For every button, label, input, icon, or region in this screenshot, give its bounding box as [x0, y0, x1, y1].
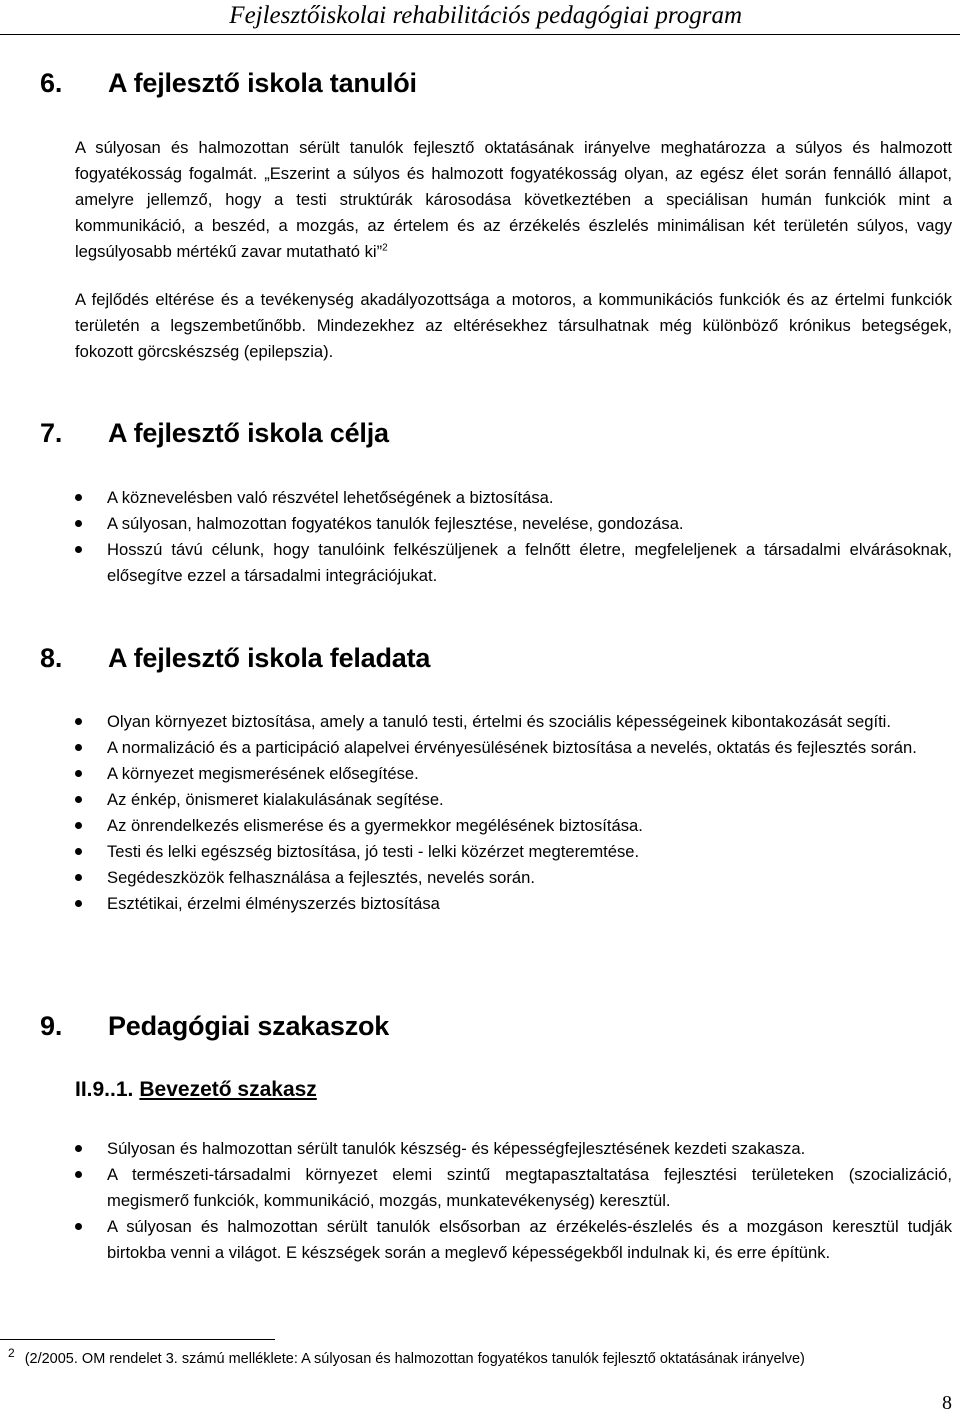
section-number: 8.	[40, 643, 63, 673]
list-item: Hosszú távú célunk, hogy tanulóink felkészüljenek a felnőtt életre, megfeleljenek a társadalmi elvárásoknak, elősegítve ezzel a társadalmi integrációjukat.	[75, 537, 952, 589]
list-item: Olyan környezet biztosítása, amely a tanuló testi, értelmi és szociális képességeinek kibontakozását segíti.	[75, 709, 952, 735]
list-item: A súlyosan és halmozottan sérült tanulók elsősorban az érzékelés-észlelés és a mozgáson keresztül tudják birtokba venni a világot. E készségek során a meglevő képességekből indulnak ki, és erre építünk.	[75, 1214, 952, 1266]
list-item: A természeti-társadalmi környezet elemi szintű megtapasztaltatása fejlesztési területeken (szocializáció, megismerő funkciók, kommunikáció, mozgás, munkatevékenység) keresztül.	[75, 1162, 952, 1214]
paragraph-text: A súlyosan és halmozottan sérült tanulók fejlesztő oktatásának irányelve meghatározza a súlyos és halmozott fogyatékosság fogalmát. „Eszerint a súlyos és halmozott fogyatékosság olyan, az egész élet során fennálló állapot, amelyre jellemző, hogy a testi struktúrák károsodása következtében a speciálisan humán funkciók mint a kommunikáció, a beszéd, a mozgás, az értelem és az érzékelés észlelés minimálisan két területén súlyos, vagy legsúlyosabb mértékű zavar mutatható ki”	[75, 138, 952, 261]
subsection-title: Bevezető szakasz	[139, 1078, 317, 1101]
section-9-heading	[40, 1011, 389, 1042]
section-title: A fejlesztő iskola tanulói	[108, 68, 417, 98]
list-item: A környezet megismerésének elősegítése.	[75, 761, 952, 787]
list-item: A normalizáció és a participáció alapelvei érvényesülésének biztosítása a nevelés, oktatás és fejlesztés során.	[75, 735, 952, 761]
section-6-heading	[40, 68, 417, 99]
section-7-heading	[40, 418, 389, 449]
section-7-list	[75, 485, 952, 589]
section-8-list	[75, 709, 952, 917]
section-6-paragraph-1	[75, 135, 952, 265]
list-item: Az énkép, önismeret kialakulásának segítése.	[75, 787, 952, 813]
section-title: Pedagógiai szakaszok	[108, 1011, 390, 1041]
section-title: A fejlesztő iskola feladata	[108, 643, 431, 673]
footnote-marker: 2	[8, 1346, 15, 1360]
section-9-list	[75, 1136, 952, 1266]
footnote-ref: 2	[382, 242, 388, 254]
list-item: A köznevelésben való részvétel lehetőségének a biztosítása.	[75, 485, 952, 511]
section-8-heading	[40, 643, 430, 674]
list-item: A súlyosan, halmozottan fogyatékos tanulók fejlesztése, nevelése, gondozása.	[75, 511, 952, 537]
section-number: 6.	[40, 68, 63, 98]
running-header-title: Fejlesztőiskolai rehabilitációs pedagógiai program	[229, 2, 742, 29]
list-item: Az önrendelkezés elismerése és a gyermekkor megélésének biztosítása.	[75, 813, 952, 839]
section-6-paragraph-2: A fejlődés eltérése és a tevékenység akadályozottsága a motoros, a kommunikációs funkciók és az értelmi funkciók területén a legszembetűnőbb. Mindezekhez az eltérésekhez társulhatnak még különböző krónikus betegségek, fokozott görcskészség (epilepszia).	[75, 290, 952, 361]
section-title: A fejlesztő iskola célja	[108, 418, 389, 448]
footnote-text: (2/2005. OM rendelet 3. számú melléklete: A súlyosan és halmozottan fogyatékos tanulók fejlesztő oktatásának irányelve)	[24, 1350, 805, 1367]
header-divider	[0, 34, 960, 35]
footnote	[8, 1346, 805, 1367]
list-item: Segédeszközök felhasználása a fejlesztés, nevelés során.	[75, 865, 952, 891]
list-item: Esztétikai, érzelmi élményszerzés biztosítása	[75, 891, 952, 917]
subsection-heading	[75, 1078, 317, 1102]
page-number: 8	[942, 1392, 952, 1414]
section-number: 9.	[40, 1011, 63, 1041]
footnote-divider	[0, 1339, 275, 1340]
section-number: 7.	[40, 418, 63, 448]
list-item: Súlyosan és halmozottan sérült tanulók készség- és képességfejlesztésének kezdeti szakasza.	[75, 1136, 952, 1162]
list-item: Testi és lelki egészség biztosítása, jó testi - lelki közérzet megteremtése.	[75, 839, 952, 865]
subsection-number: II.9..1.	[75, 1078, 134, 1101]
